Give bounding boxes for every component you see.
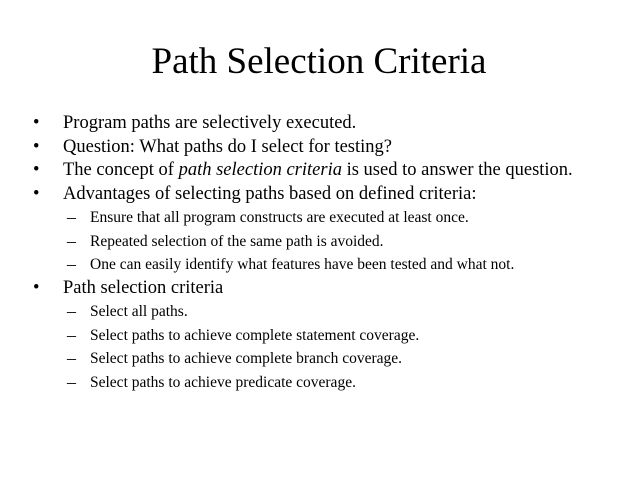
bullet-marker: • (33, 136, 40, 157)
bullet-item (0, 136, 638, 160)
slide-title: Path Selection Criteria (151, 41, 487, 82)
bullet-marker: • (33, 277, 40, 298)
bullet-text-end: is used to answer the question. (341, 160, 573, 180)
sub-bullet-item (0, 324, 638, 348)
sub-bullet-marker: – (67, 230, 76, 251)
sub-bullet-item (0, 206, 638, 230)
sub-bullet-text: Select paths to achieve complete branch coverage. (90, 350, 403, 367)
sub-bullet-marker: – (67, 348, 76, 368)
sub-bullet-text: Repeated selection of the same path is avoided. (90, 232, 384, 250)
sub-bullet-text: Ensure that all program constructs are executed at least once. (90, 209, 469, 226)
bullet-marker: • (33, 113, 40, 133)
bullet-text (63, 159, 573, 183)
sub-bullet-text: One can easily identify what features have been tested and what not. (90, 256, 515, 273)
bullet-text-start: The concept of (63, 160, 179, 180)
sub-bullet-item (0, 371, 638, 395)
sub-bullet-marker: – (67, 324, 76, 345)
sub-bullet-text: Select paths to achieve predicate coverage. (90, 373, 356, 391)
bullet-item (0, 183, 638, 207)
sub-bullet-marker: – (67, 371, 76, 392)
bullet-text: Program paths are selectively executed. (63, 113, 357, 133)
bullet-marker: • (33, 160, 40, 180)
bullet-text: Question: What paths do I select for testing? (63, 136, 392, 157)
sub-bullet-item (0, 230, 638, 254)
sub-bullet-marker: – (67, 254, 76, 274)
bullet-item (0, 159, 638, 183)
bullet-list (0, 112, 638, 394)
emphasized-term: path selection criteria (178, 160, 342, 180)
sub-bullet-text: Select all paths. (90, 303, 188, 320)
sub-bullet-marker: – (67, 207, 76, 227)
bullet-text: Advantages of selecting paths based on defined criteria: (63, 183, 477, 204)
sub-bullet-item (0, 253, 638, 277)
sub-bullet-item (0, 300, 638, 324)
bullet-item (0, 112, 638, 136)
sub-bullet-marker: – (67, 301, 76, 321)
bullet-marker: • (33, 183, 40, 204)
sub-bullet-text: Select paths to achieve complete statement coverage. (90, 326, 420, 344)
bullet-text: Path selection criteria (63, 277, 224, 298)
sub-bullet-item (0, 347, 638, 371)
bullet-item (0, 277, 638, 301)
